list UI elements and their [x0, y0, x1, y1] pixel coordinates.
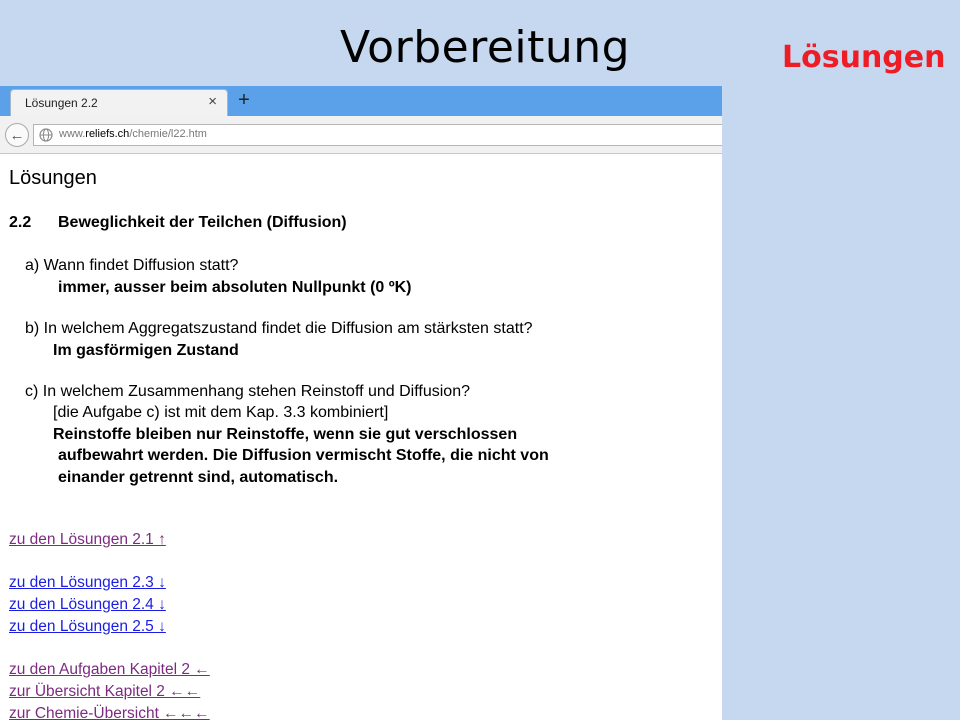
page-heading: Lösungen [9, 167, 97, 189]
section-number: 2.2 [9, 214, 32, 231]
url-prefix: www. [59, 128, 86, 140]
tab-bar [0, 86, 722, 116]
globe-icon [39, 128, 53, 142]
new-tab-button[interactable]: + [238, 89, 250, 111]
section-title: Beweglichkeit der Teilchen (Diffusion) [58, 214, 347, 231]
question-a: a) Wann findet Diffusion statt? [25, 257, 239, 274]
question-c: c) In welchem Zusammenhang stehen Reinstoff und Diffusion? [25, 383, 470, 400]
answer-c-line-3: einander getrennt sind, automatisch. [58, 469, 339, 486]
question-b: b) In welchem Aggregatszustand findet die Diffusion am stärksten statt? [25, 320, 533, 337]
url-domain: reliefs.ch [85, 128, 130, 140]
slide-tag: Lösungen [782, 40, 946, 75]
close-icon[interactable]: × [208, 93, 217, 110]
link-aufgaben-kapitel-2[interactable]: zu den Aufgaben Kapitel 2 ← [9, 661, 210, 678]
link-loesungen-2-4[interactable]: zu den Lösungen 2.4 ↓ [9, 596, 166, 613]
link-chemie-uebersicht[interactable]: zur Chemie-Übersicht ←←← [9, 705, 210, 720]
url-text [59, 128, 207, 140]
link-loesungen-2-5[interactable]: zu den Lösungen 2.5 ↓ [9, 618, 166, 635]
answer-a: immer, ausser beim absoluten Nullpunkt (0 ºK) [58, 279, 412, 296]
tab-loesungen[interactable] [10, 89, 228, 116]
page-content [0, 154, 722, 720]
back-button[interactable]: ← [5, 123, 29, 147]
answer-c-line-1: Reinstoffe bleiben nur Reinstoffe, wenn sie gut verschlossen [53, 426, 518, 443]
slide-title: Vorbereitung [340, 22, 631, 73]
note-c: [die Aufgabe c) ist mit dem Kap. 3.3 kombiniert] [53, 404, 389, 421]
address-bar[interactable] [33, 124, 722, 146]
navigation-bar [0, 116, 722, 154]
link-loesungen-2-3[interactable]: zu den Lösungen 2.3 ↓ [9, 574, 166, 591]
url-path: /chemie/l22.htm [129, 128, 207, 140]
browser-window [0, 86, 722, 720]
tab-label: Lösungen 2.2 [25, 96, 98, 110]
link-uebersicht-kapitel-2[interactable]: zur Übersicht Kapitel 2 ←← [9, 683, 201, 700]
link-loesungen-2-1[interactable]: zu den Lösungen 2.1 ↑ [9, 531, 166, 548]
answer-b: Im gasförmigen Zustand [53, 342, 239, 359]
answer-c-line-2: aufbewahrt werden. Die Diffusion vermischt Stoffe, die nicht von [58, 447, 549, 464]
